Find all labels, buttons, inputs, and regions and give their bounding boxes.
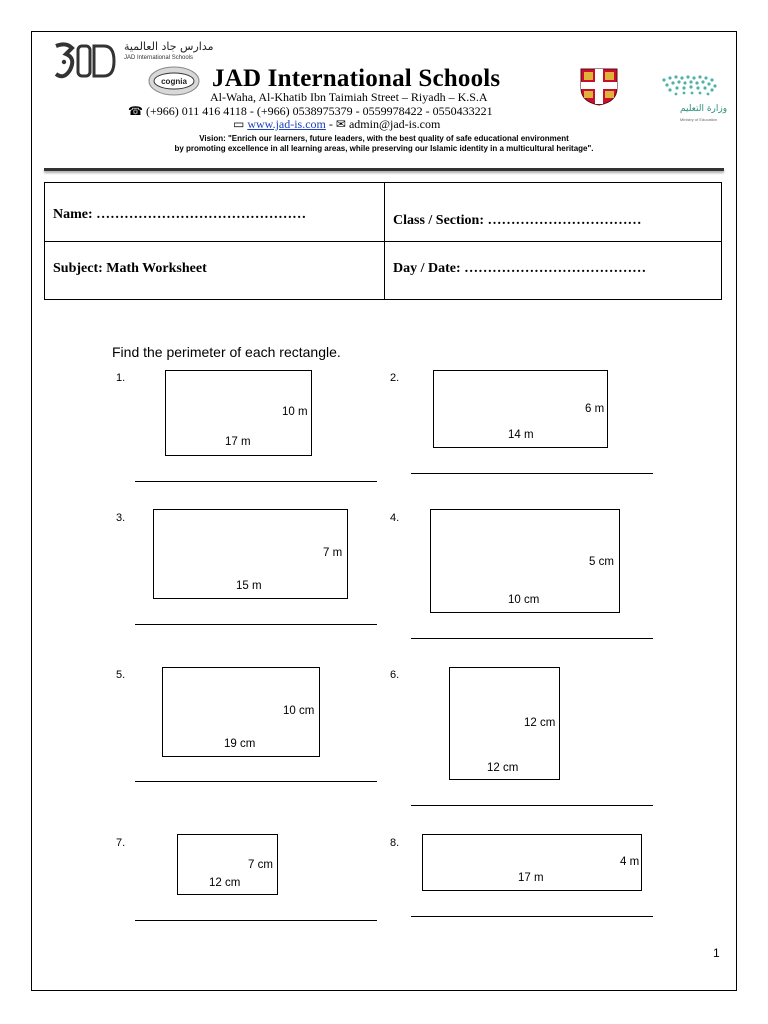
- vision-line-2: by promoting excellence in all learning areas, while preserving our Islamic identity in a multicultural heritage".: [174, 144, 594, 153]
- answer-line[interactable]: [135, 481, 377, 482]
- school-name-arabic: مدارس جاد العالمية: [124, 40, 214, 53]
- web-icon: ▭: [233, 117, 248, 131]
- phone-icon: ☎: [128, 104, 146, 118]
- day-date-field[interactable]: Day / Date: …………………………………: [393, 261, 647, 276]
- instruction-text: Find the perimeter of each rectangle.: [112, 344, 341, 360]
- subject-label: Subject: Math Worksheet: [53, 261, 207, 276]
- answer-line[interactable]: [135, 781, 377, 782]
- problem-number: 6.: [390, 669, 400, 681]
- answer-line[interactable]: [135, 920, 377, 921]
- height-label: 10 cm: [283, 705, 315, 717]
- jad-logo-icon: [52, 40, 118, 84]
- answer-line[interactable]: [411, 638, 653, 639]
- height-label: 10 m: [282, 406, 308, 418]
- height-label: 12 cm: [524, 717, 556, 729]
- ministry-name-english: Ministry of Education: [680, 117, 718, 122]
- problem-number: 1.: [116, 372, 126, 384]
- problem-number: 4.: [390, 512, 400, 524]
- answer-line[interactable]: [411, 916, 653, 917]
- school-name-english-small: JAD International Schools: [124, 55, 194, 61]
- table-divider-horizontal: [45, 241, 721, 242]
- crest-icon: [578, 66, 620, 106]
- class-section-field[interactable]: Class / Section: ……………………………: [393, 213, 642, 228]
- vision-line-1: Vision: "Enrich our learners, future leaders, with the best quality of safe educational environment: [199, 134, 569, 143]
- phone-numbers: (+966) 011 416 4118 - (+966) 0538975379 - 0559978422 - 0550433221: [145, 104, 493, 118]
- width-label: 17 m: [518, 872, 544, 884]
- cognia-badge-icon: [148, 66, 200, 96]
- cognia-label: cognia: [161, 77, 187, 86]
- problem-number: 5.: [116, 669, 126, 681]
- width-label: 17 m: [225, 436, 251, 448]
- contact-line: [233, 117, 440, 132]
- answer-line[interactable]: [411, 473, 653, 474]
- answer-line[interactable]: [411, 805, 653, 806]
- width-label: 12 cm: [209, 877, 241, 889]
- height-label: 7 cm: [248, 859, 273, 871]
- width-label: 10 cm: [508, 594, 540, 606]
- header-divider: [44, 168, 724, 171]
- height-label: 6 m: [585, 403, 605, 415]
- problem-number: 7.: [116, 837, 126, 849]
- problem-number: 8.: [390, 837, 400, 849]
- student-info-table: [44, 182, 722, 300]
- separator: -: [328, 117, 336, 131]
- school-address: Al-Waha, Al-Khatib Ibn Taimiah Street – Riyadh – K.S.A: [210, 90, 488, 104]
- height-label: 5 cm: [589, 556, 614, 568]
- height-label: 7 m: [323, 547, 343, 559]
- problem-number: 3.: [116, 512, 126, 524]
- school-title: JAD International Schools: [212, 65, 501, 92]
- website-link[interactable]: www.jad-is.com: [247, 117, 326, 131]
- answer-line[interactable]: [135, 624, 377, 625]
- ministry-name-arabic: وزارة التعليم: [680, 104, 728, 114]
- width-label: 15 m: [236, 580, 262, 592]
- width-label: 19 cm: [224, 738, 256, 750]
- email-address: admin@jad-is.com: [348, 117, 441, 131]
- height-label: 4 m: [620, 856, 640, 868]
- width-label: 14 m: [508, 429, 534, 441]
- width-label: 12 cm: [487, 762, 519, 774]
- problem-number: 2.: [390, 372, 400, 384]
- page-number: 1: [713, 946, 720, 960]
- name-field[interactable]: Name: ………………………………………: [53, 207, 307, 222]
- mail-icon: ✉: [335, 117, 349, 131]
